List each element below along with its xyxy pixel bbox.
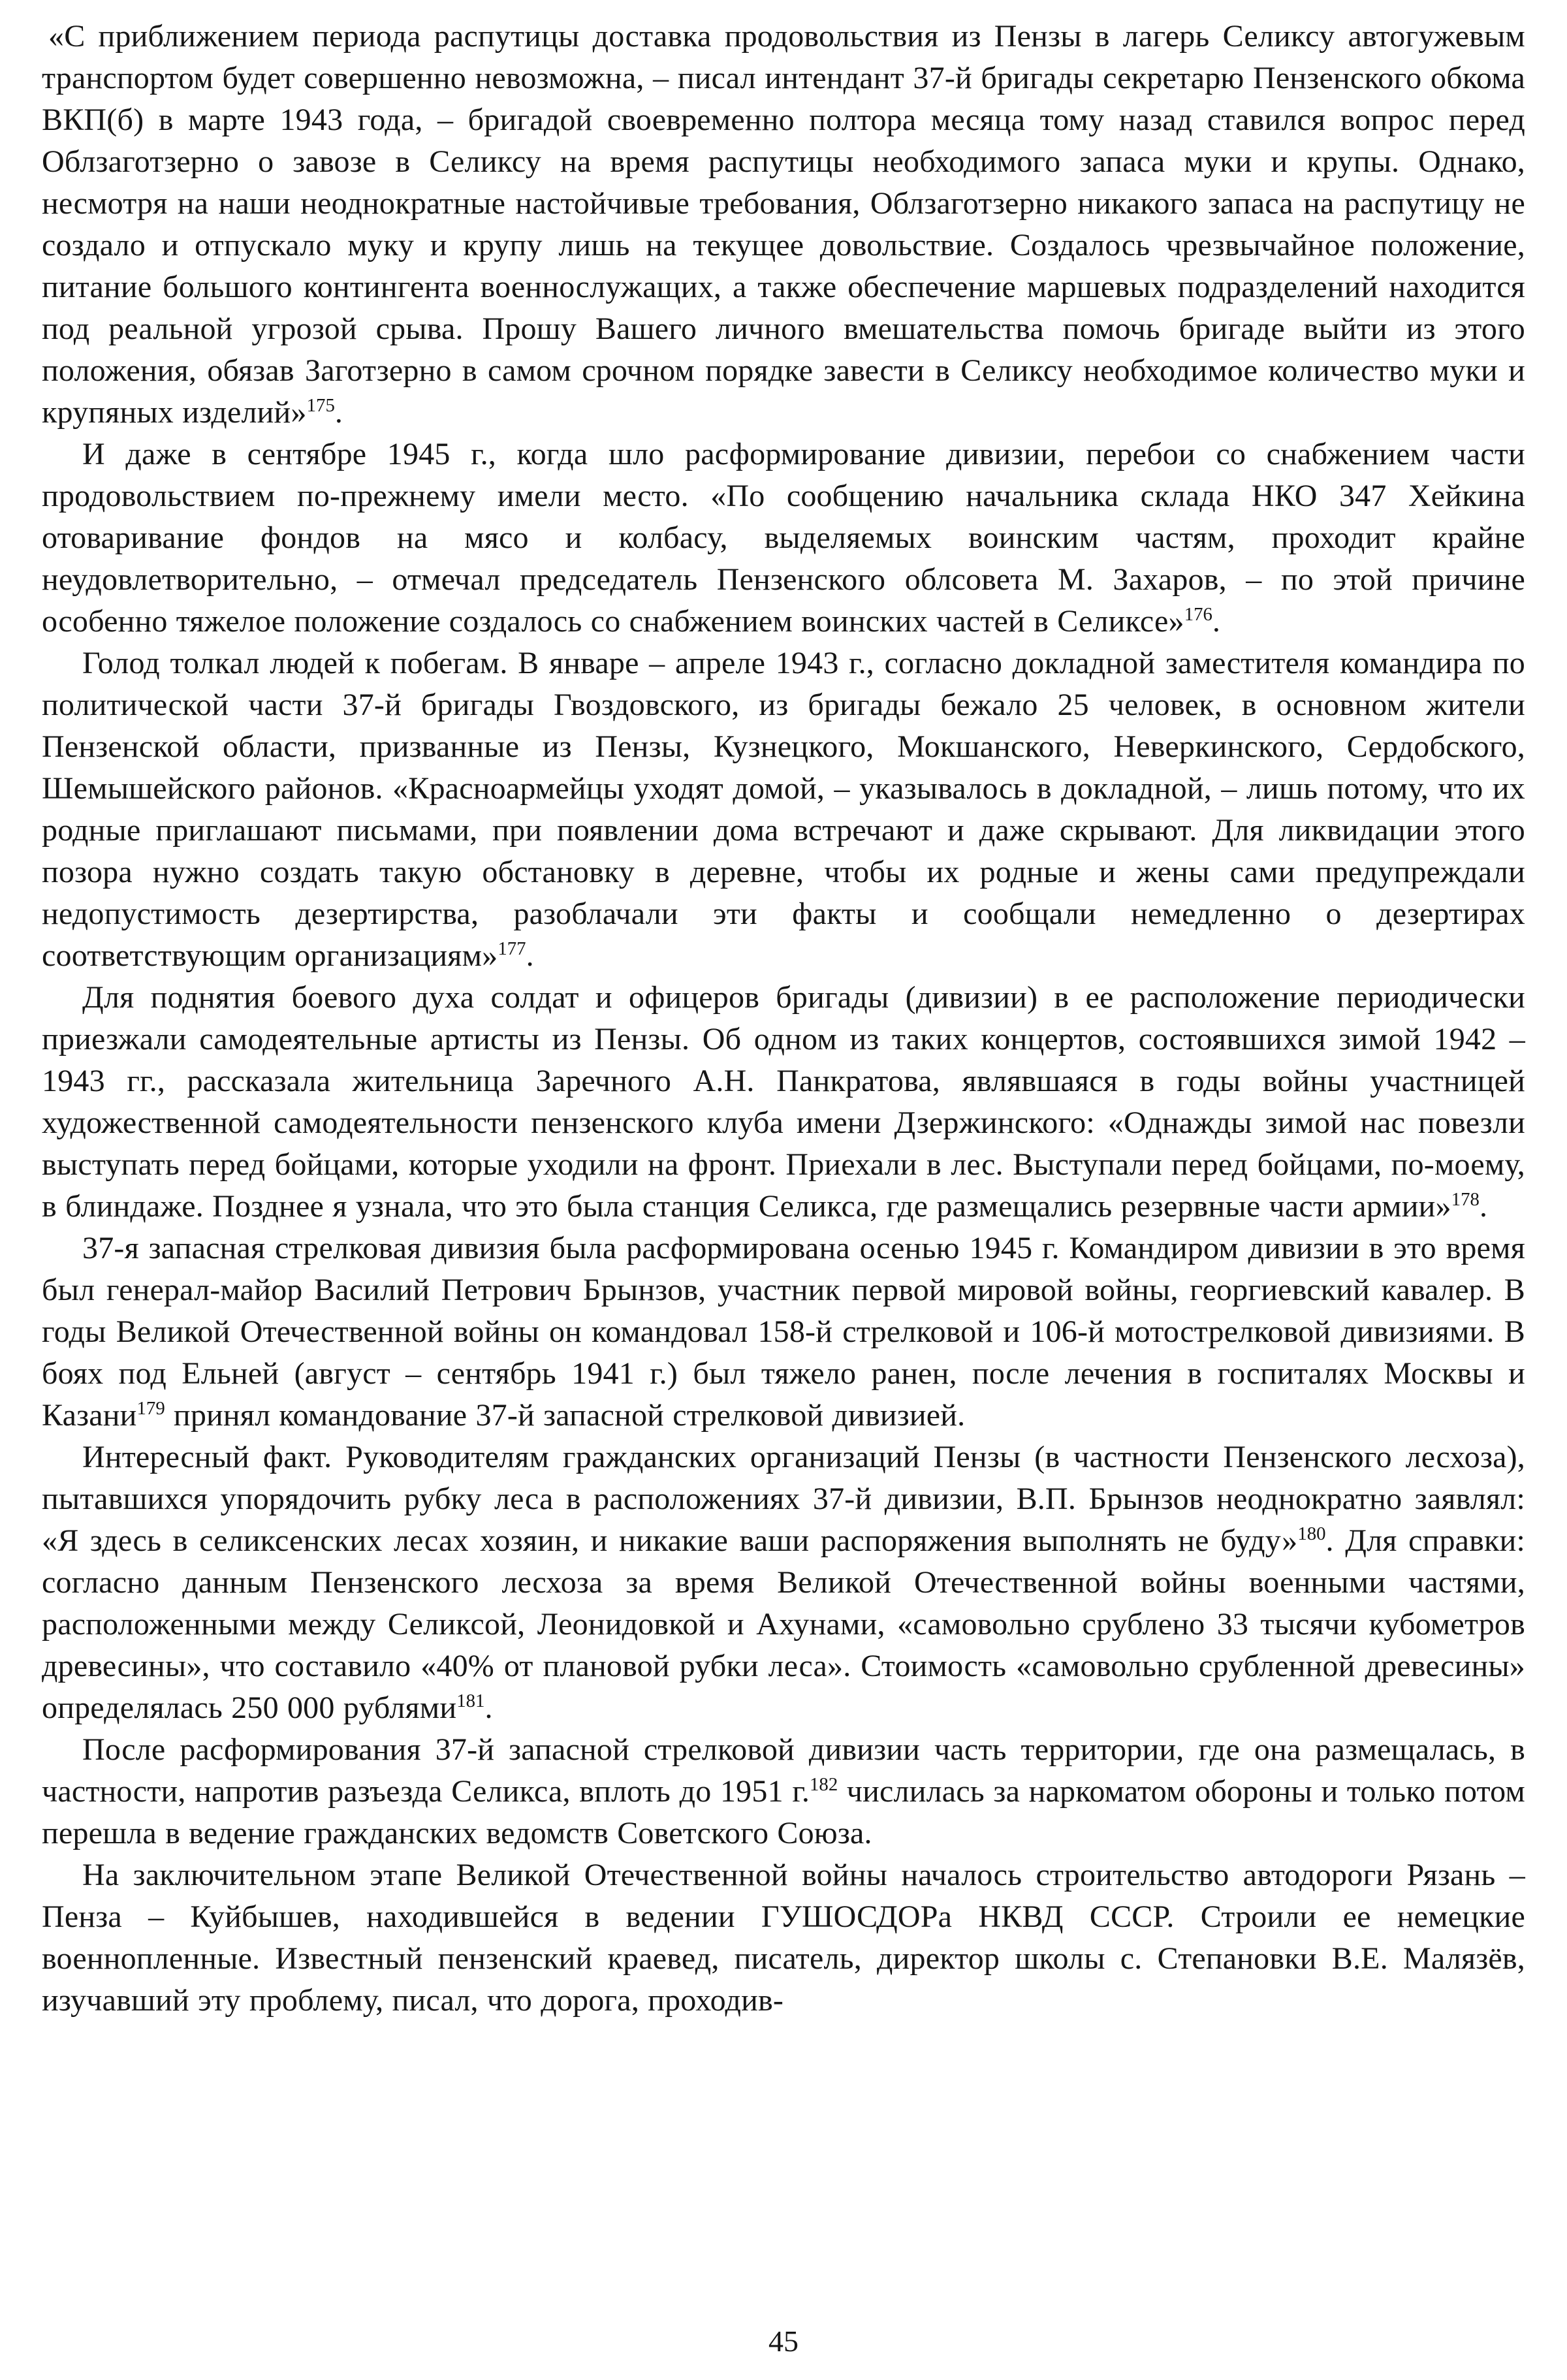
footnote-ref: 182	[810, 1774, 838, 1795]
footnote-ref: 179	[136, 1398, 165, 1419]
text-block	[42, 16, 1525, 2022]
paragraph: И даже в сентябре 1945 г., когда шло расформирование дивизии, перебои со снабжением части продовольствием по-прежнему имели место. «По сообщению начальника склада НКО 347 Хейкина отоваривание фондов на мясо и колбасу, выделяемых воинским частям, проходит крайне неудовлетворительно, – отмечал председатель Пензенского облсовета М. Захаров, – по этой причине особенно тяжелое положение создалось со снабжением воинских частей в Селиксе»$^{176}$.	[42, 437, 1525, 639]
paragraph: «С приближением периода распутицы доставка продовольствия из Пензы в лагерь Селиксу автогужевым транспортом будет совершенно невозможна, – писал интендант 37-й бригады секретарю Пензенского обкома ВКП(б) в марте 1943 года, – бригадой своевременно полтора месяца тому назад ставился вопрос перед Облзаготзерно о завозе в Селиксу на время распутицы необходимого запаса муки и крупы. Однако, несмотря на наши неоднократные настойчивые требования, Облзаготзерно никакого запаса на распутицу не создало и отпускало муку и крупу лишь на текущее довольствие. Создалось чрезвычайное положение, питание большого контингента военнослужащих, а также обеспечение маршевых подразделений находится под реальной угрозой срыва. Прошу Вашего личного вмешательства помочь бригаде выйти из этого положения, обязав Заготзерно в самом срочном порядке завести в Селиксу необходимое количество муки и крупяных изделий»$^{175}$.	[42, 19, 1525, 430]
footnote-ref: 176	[1184, 604, 1212, 625]
footnote-ref: 180	[1297, 1523, 1326, 1544]
paragraph: 37-я запасная стрелковая дивизия была расформирована осенью 1945 г. Командиром дивизии в это время был генерал-майор Василий Петрович Брынзов, участник первой мировой войны, георгиевский кавалер. В годы Великой Отечественной войны он командовал 158-й стрелковой и 106-й мотострелковой дивизиями. В боях под Ельней (август – сентябрь 1941 г.) был тяжело ранен, после лечения в госпиталях Москвы и Казани$^{179}$ принял командование 37-й запасной стрелковой дивизией.	[42, 1231, 1525, 1433]
paragraph: Интересный факт. Руководителям гражданских организаций Пензы (в частности Пензенского лесхоза), пытавшихся упорядочить рубку леса в расположениях 37-й дивизии, В.П. Брынзов неоднократно заявлял: «Я здесь в селиксенских лесах хозяин, и никакие ваши распоряжения выполнять не буду»$^{180}$. Для справки: согласно данным Пензенского лесхоза за время Великой Отечественной войны военными частями, расположенными между Селиксой, Леонидовкой и Ахунами, «самовольно срублено 33 тысячи кубометров древесины», что составило «40% от плановой рубки леса». Стоимость «самовольно срубленной древесины» определялась 250 000 рублями$^{181}$.	[42, 1440, 1525, 1725]
paragraph: Для поднятия боевого духа солдат и офицеров бригады (дивизии) в ее расположение периодически приезжали самодеятельные артисты из Пензы. Об одном из таких концертов, состоявшихся зимой 1942 – 1943 гг., рассказала жительница Заречного А.Н. Панкратова, являвшаяся в годы войны участницей художественной самодеятельности пензенского клуба имени Дзержинского: «Однажды зимой нас повезли выступать перед бойцами, которые уходили на фронт. Приехали в лес. Выступали перед бойцами, по-моему, в блиндаже. Позднее я узнала, что это была станция Селикса, где размещались резервные части армии»$^{178}$.	[42, 980, 1525, 1224]
paragraph: После расформирования 37-й запасной стрелковой дивизии часть территории, где она размещалась, в частности, напротив разъезда Селикса, вплоть до 1951 г.$^{182}$ числилась за наркоматом обороны и только потом перешла в ведение гражданских ведомств Советского Союза.	[42, 1732, 1525, 1850]
paragraph: На заключительном этапе Великой Отечественной войны началось строительство автодороги Рязань – Пенза – Куйбышев, находившейся в ведении ГУШОСДОРа НКВД СССР. Строили ее немецкие военнопленные. Известный пензенский краевед, писатель, директор школы с. Степановки В.Е. Малязёв, изучавший эту проблему, писал, что дорога, проходив-	[42, 1858, 1525, 2018]
footnote-ref: 181	[456, 1690, 485, 1711]
footnote-ref: 177	[498, 938, 526, 959]
page-number: 45	[768, 2324, 799, 2358]
paragraph: Голод толкал людей к побегам. В январе – апреле 1943 г., согласно докладной заместителя командира по политической части 37-й бригады Гвоздовского, из бригады бежало 25 человек, в основном жители Пензенской области, призванные из Пензы, Кузнецкого, Мокшанского, Неверкинского, Сердобского, Шемышейского районов. «Красноармейцы уходят домой, – указывалось в докладной, – лишь потому, что их родные приглашают письмами, при появлении дома встречают и даже скрывают. Для ликвидации этого позора нужно создать такую обстановку в деревне, чтобы их родные и жены сами предупреждали недопустимость дезертирства, разоблачали эти факты и сообщали немедленно о дезертирах соответствующим организациям»$^{177}$.	[42, 646, 1525, 973]
footnote-ref: 178	[1451, 1189, 1480, 1210]
footnote-ref: 175	[306, 395, 335, 416]
